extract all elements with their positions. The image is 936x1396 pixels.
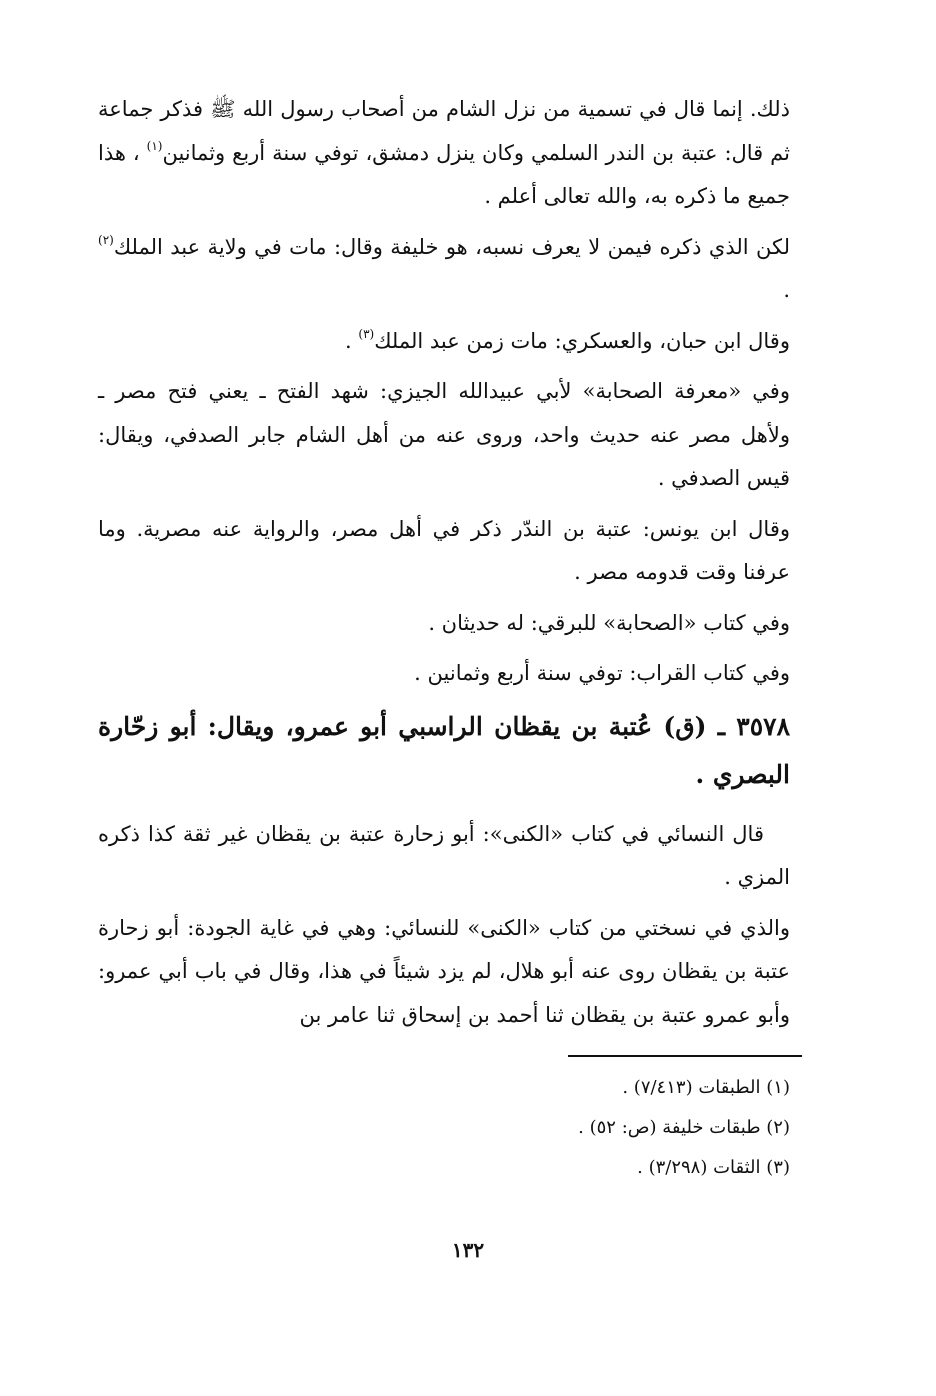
- paragraph-5: وقال ابن يونس: عتبة بن الندّر ذكر في أهل مصر، والرواية عنه مصرية. وما عرفنا وقت قدومه مصر .: [98, 516, 790, 584]
- paragraph-3-text: وقال ابن حبان، والعسكري: مات زمن عبد الملك: [374, 328, 790, 353]
- paragraph-6: وفي كتاب «الصحابة» للبرقي: له حديثان .: [428, 610, 790, 635]
- page-body: [98, 88, 790, 1044]
- paragraph-1: [98, 88, 790, 219]
- paragraph-9: والذي في نسختي من كتاب «الكنى» للنسائي: وهي في غاية الجودة: أبو زحارة عتبة بن يقظان روى عنه أبو هلال، لم يزد شيئاً في هذا، وقال في باب أبي عمرو: وأبو عمرو عتبة بن يقظان ثنا أحمد بن إسحاق ثنا عامر بن: [98, 915, 790, 1027]
- footnote-3: (٣) الثقات (٣/٢٩٨) .: [637, 1157, 790, 1178]
- paragraph-2: [98, 226, 790, 313]
- page-number: ١٣٢: [451, 1238, 485, 1262]
- footnote-ref-3: (٣): [358, 326, 375, 341]
- footnotes: [98, 1070, 790, 1190]
- footnote-divider: [568, 1055, 802, 1057]
- footnote-ref-2: (٢): [98, 232, 114, 247]
- paragraph-8: قال النسائي في كتاب «الكنى»: أبو زحارة عتبة بن يقظان غير ثقة كذا ذكره المزي .: [98, 821, 790, 889]
- footnote-2: (٢) طبقات خليفة (ص: ٥٢) .: [578, 1117, 790, 1138]
- paragraph-3-tail: .: [345, 328, 359, 353]
- paragraph-2-tail: .: [783, 278, 790, 302]
- paragraph-1-tail: ، هذا جميع ما ذكره به، والله تعالى أعلم .: [98, 140, 790, 208]
- footnote-ref-1: (١): [146, 138, 163, 153]
- paragraph-1-text: ذلك. إنما قال في تسمية من نزل الشام من أصحاب رسول الله ﷺ فذكر جماعة ثم قال: عتبة بن الندر السلمي وكان ينزل دمشق، توفي سنة أربع وثمانين: [98, 97, 791, 165]
- paragraph-2-text: لكن الذي ذكره فيمن لا يعرف نسبه، هو خليفة وقال: مات في ولاية عبد الملك: [113, 234, 790, 259]
- paragraph-7: وفي كتاب القراب: توفي سنة أربع وثمانين .: [414, 661, 790, 685]
- paragraph-3: [98, 320, 790, 364]
- entry-heading: ٣٥٧٨ ـ (ق) عُتبة بن يقظان الراسبي أبو عمرو، ويقال: أبو زحّارة البصري .: [98, 711, 790, 789]
- footnote-1: (١) الطبقات (٧/٤١٣) .: [622, 1077, 790, 1098]
- paragraph-4: وفي «معرفة الصحابة» لأبي عبيدالله الجيزي: شهد الفتح ـ يعني فتح مصر ـ ولأهل مصر عنه حديث واحد، وروى عنه من أهل الشام جابر الصدفي، ويقال: قيس الصدفي .: [98, 379, 790, 490]
